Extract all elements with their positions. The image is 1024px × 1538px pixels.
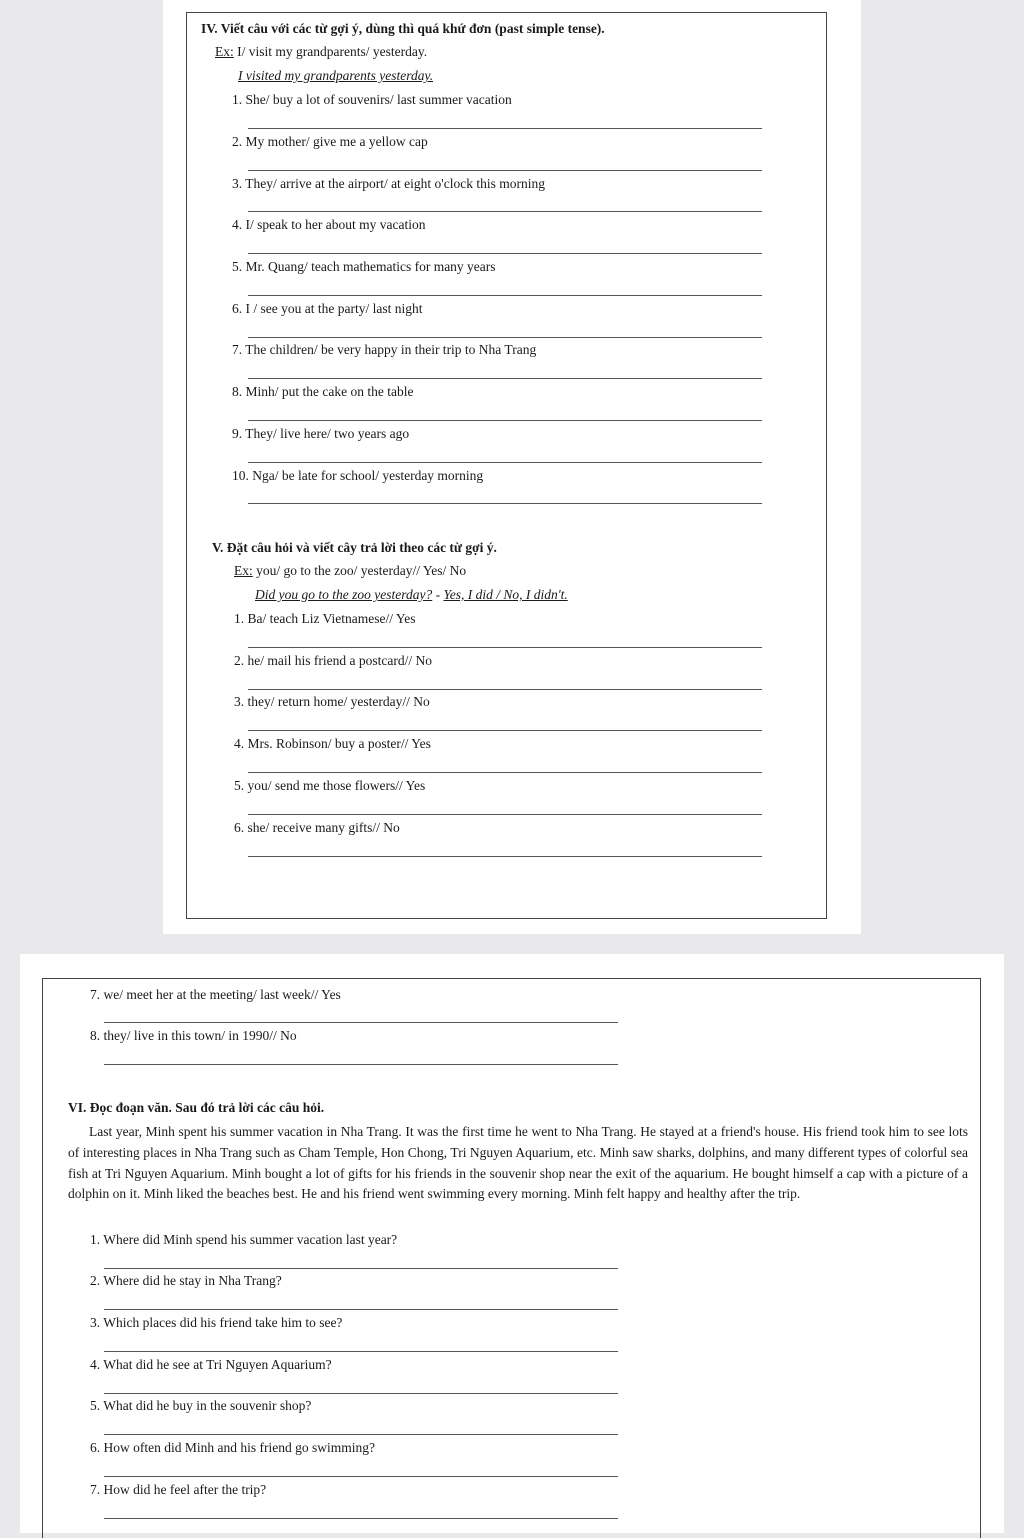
exercise-item: 3. They/ arrive at the airport/ at eight o'clock this morning: [232, 176, 545, 191]
answer-line[interactable]: [104, 1476, 618, 1477]
answer-line[interactable]: [248, 503, 762, 504]
answer-line[interactable]: [104, 1351, 618, 1352]
answer-line[interactable]: [248, 170, 762, 171]
answer-line[interactable]: [248, 295, 762, 296]
example-separator: -: [432, 587, 444, 602]
exercise-item: 8. they/ live in this town/ in 1990// No: [90, 1028, 297, 1043]
exercise-item: 7. we/ meet her at the meeting/ last week// Yes: [90, 987, 341, 1002]
example-reply: Yes, I did / No, I didn't.: [443, 587, 568, 602]
example-label: Ex:: [234, 563, 253, 578]
answer-line[interactable]: [104, 1309, 618, 1310]
question-item: 2. Where did he stay in Nha Trang?: [90, 1273, 282, 1288]
section-5-example-answer: [255, 587, 568, 603]
section-5-heading: V. Đặt câu hỏi và viết cây trả lời theo các từ gợi ý.: [212, 540, 497, 555]
section-6-heading: VI. Đọc đoạn văn. Sau đó trả lời các câu hỏi.: [68, 1100, 325, 1115]
exercise-item: 6. she/ receive many gifts// No: [234, 820, 400, 835]
question-item: 1. Where did Minh spend his summer vacation last year?: [90, 1232, 398, 1247]
answer-line[interactable]: [248, 730, 762, 731]
section-4-example-answer: I visited my grandparents yesterday.: [238, 68, 434, 83]
exercise-item: 1. Ba/ teach Liz Vietnamese// Yes: [234, 611, 416, 626]
answer-line[interactable]: [248, 856, 762, 857]
answer-line[interactable]: [248, 647, 762, 648]
answer-line[interactable]: [248, 211, 762, 212]
section-5-example-prompt: [234, 563, 466, 579]
answer-line[interactable]: [104, 1434, 618, 1435]
exercise-item: 5. Mr. Quang/ teach mathematics for many years: [232, 259, 496, 274]
answer-line[interactable]: [248, 420, 762, 421]
reading-passage: Last year, Minh spent his summer vacation in Nha Trang. It was the first time he went to Nha Trang. He stayed at a friend's house. His friend took him to see lots of interesting places in Nha Trang such as Cham Temple, Hon Chong, Tri Nguyen Aquarium, etc. Minh saw sharks, dolphins, and many different types of colorful sea fish at Tri Nguyen Aquarium. Minh bought a lot of gifts for his friends in the souvenir shop near the exit of the aquarium. He bought himself a cap with a picture of a dolphin on it. Minh liked the beaches best. He and his friend went swimming every morning. Minh felt happy and healthy after the trip.: [68, 1124, 968, 1202]
exercise-item: 2. he/ mail his friend a postcard// No: [234, 653, 432, 668]
answer-line[interactable]: [104, 1518, 618, 1519]
exercise-item: 4. Mrs. Robinson/ buy a poster// Yes: [234, 736, 431, 751]
exercise-item: 7. The children/ be very happy in their trip to Nha Trang: [232, 342, 537, 357]
answer-line[interactable]: [104, 1064, 618, 1065]
answer-line[interactable]: [248, 772, 762, 773]
answer-line[interactable]: [248, 689, 762, 690]
exercise-item: 5. you/ send me those flowers// Yes: [234, 778, 426, 793]
answer-line[interactable]: [248, 128, 762, 129]
example-prompt-text: I/ visit my grandparents/ yesterday.: [233, 44, 428, 59]
example-prompt-text: you/ go to the zoo/ yesterday// Yes/ No: [252, 563, 467, 578]
question-item: 5. What did he buy in the souvenir shop?: [90, 1398, 312, 1413]
example-question: Did you go to the zoo yesterday?: [255, 587, 433, 602]
exercise-item: 9. They/ live here/ two years ago: [232, 426, 410, 441]
exercise-item: 4. I/ speak to her about my vacation: [232, 217, 426, 232]
answer-line[interactable]: [104, 1268, 618, 1269]
exercise-item: 3. they/ return home/ yesterday// No: [234, 694, 430, 709]
question-item: 6. How often did Minh and his friend go swimming?: [90, 1440, 375, 1455]
answer-line[interactable]: [248, 253, 762, 254]
exercise-item: 8. Minh/ put the cake on the table: [232, 384, 414, 399]
section-4-heading: IV. Viết câu với các từ gợi ý, dùng thì quá khứ đơn (past simple tense).: [201, 21, 605, 36]
exercise-item: 1. She/ buy a lot of souvenirs/ last summer vacation: [232, 92, 512, 107]
section-4-example-prompt: [215, 44, 427, 60]
answer-line[interactable]: [248, 337, 762, 338]
exercise-item: 10. Nga/ be late for school/ yesterday morning: [232, 468, 484, 483]
answer-line[interactable]: [104, 1393, 618, 1394]
question-item: 4. What did he see at Tri Nguyen Aquarium?: [90, 1357, 332, 1372]
question-item: 3. Which places did his friend take him to see?: [90, 1315, 343, 1330]
exercise-item: 2. My mother/ give me a yellow cap: [232, 134, 428, 149]
exercise-item: 6. I / see you at the party/ last night: [232, 301, 423, 316]
answer-line[interactable]: [104, 1022, 618, 1023]
answer-line[interactable]: [248, 378, 762, 379]
example-label: Ex:: [215, 44, 234, 59]
answer-line[interactable]: [248, 814, 762, 815]
question-item: 7. How did he feel after the trip?: [90, 1482, 267, 1497]
answer-line[interactable]: [248, 462, 762, 463]
